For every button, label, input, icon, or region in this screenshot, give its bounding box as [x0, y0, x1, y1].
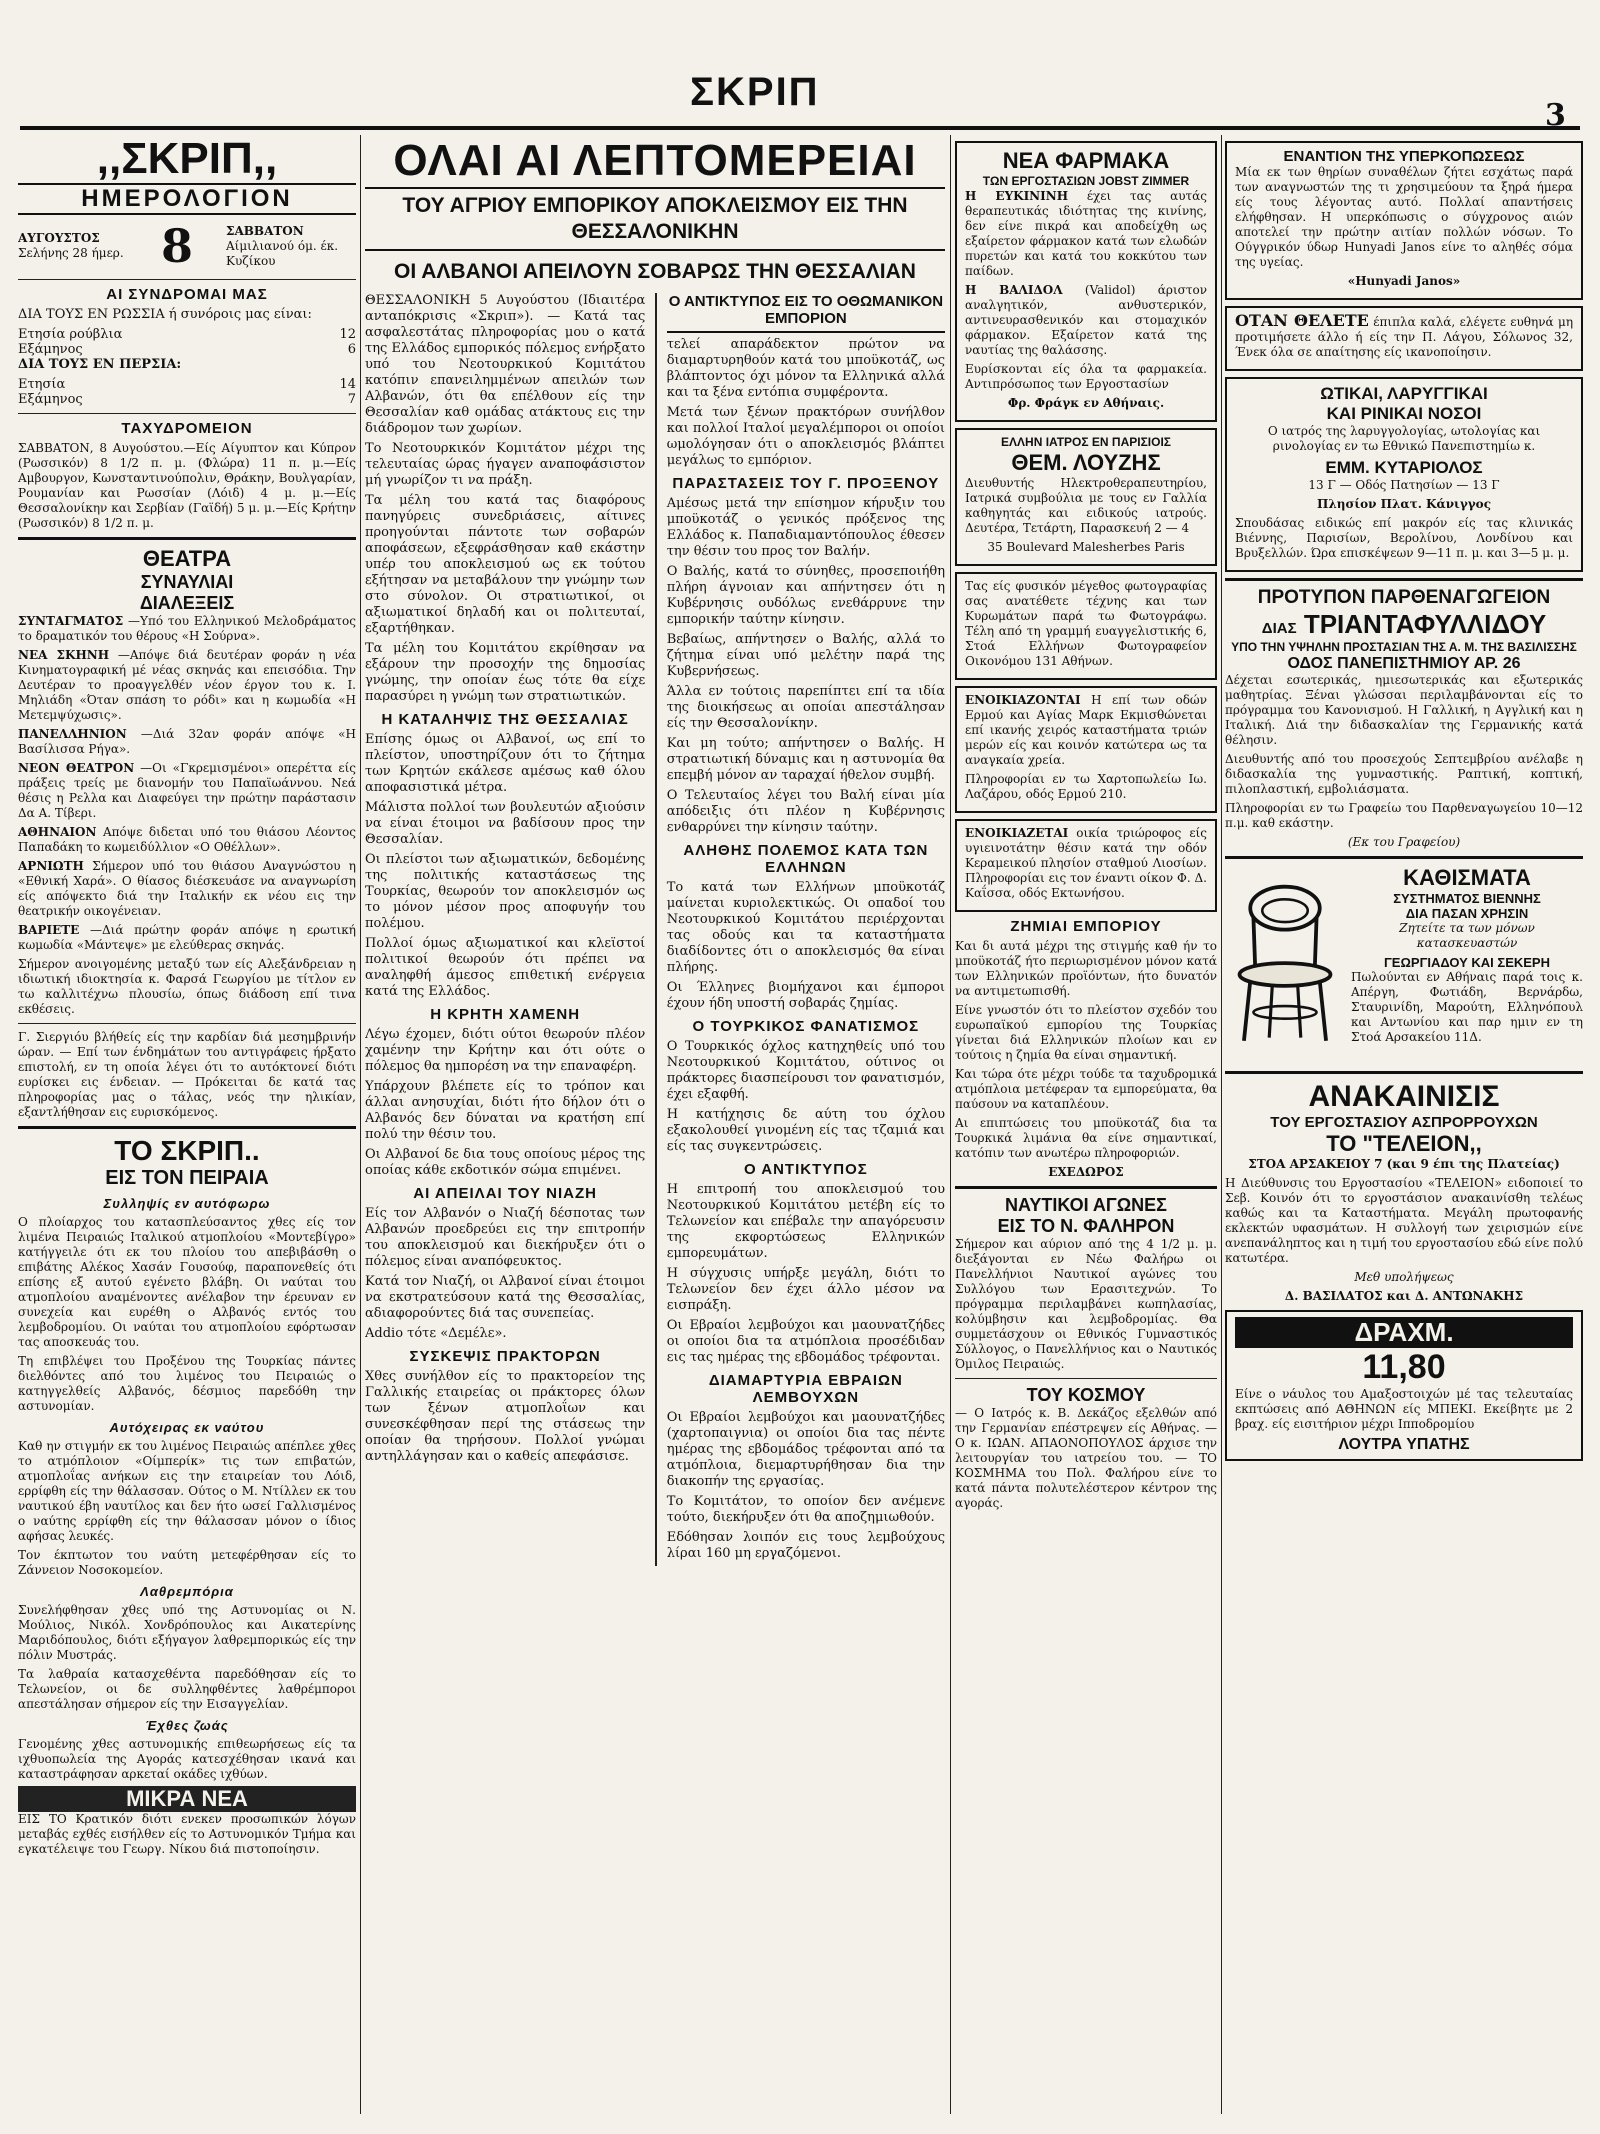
column-calendar	[18, 135, 356, 2114]
text-block: οικία τριώροφος είς υγιεινοτάτην θέσιν κατά την οδόν Κεραμεικού πλησίον σταθμού Λιοσίων. Πληροφορίαι εις τον έναντι οίκον Φ. Δ. Καΐσσα, οδός Εκτωνήσου.	[965, 826, 1207, 900]
main-subheadline: ΤΟΥ ΑΓΡΙΟΥ ΕΜΠΟΡΙΚΟΥ ΑΠΟΚΛΕΙΣΜΟΥ ΕΙΣ ΤΗΝ ΘΕΣΣΑΛΟΝΙΚΗΝ	[365, 187, 945, 251]
text-block: ΔΙΑΜΑΡΤΥΡΙΑ ΕΒΡΑΙΩΝ ΛΕΜΒΟΥΧΩΝ	[708, 1372, 903, 1406]
text-block: έχει τας αυτάς θεραπευτικάς ιδιότητας της κινίνης, δεν είνε πικρά και αποδείχθη ως εξαίρετον φάρμακον κατά των ελωδών πυρετών και κατά του κοκκύτου των παίδων.	[965, 189, 1207, 278]
text-block: ΟΤΑΝ ΘΕΛΕΤΕ	[1235, 311, 1369, 330]
text-block: Addio τότε «Δεμέλε».	[365, 1326, 507, 1341]
subs-row	[18, 327, 356, 342]
text-block: Οι Εβραίοι λεμβούχοι και μαουνατζήδες οι οποίοι δια τα ατμόπλοια προσέδιδαν εις τας ημέρας της εβδομάδος τρέφονται.	[666, 1318, 945, 1365]
column-divider	[360, 135, 361, 2114]
news-subtitle: ΕΙΣ ΤΟ Ν. ΦΑΛΗΡΟΝ	[997, 1216, 1175, 1236]
ad-train-fare	[1225, 1310, 1583, 1461]
text-block: ΠΡΟΤΥΠΟΝ ΠΑΡΘΕΝΑΓΩΓΕΙΟΝ	[1257, 587, 1551, 608]
text-block: ΣΥΣΤΗΜΑΤΟΣ ΒΙΕΝΝΗΣ	[1393, 891, 1541, 906]
text-block: 11,80	[1362, 1348, 1446, 1386]
text-block: τελεί απαράδεκτον πρώτον να διαμαρτυρηθούν κατά του μποϋκοτάζ, ως βλάπτοντος όχι μόνον τα Ελληνικά αλλά και τα ξένα εντόπια συμφέροντα.	[666, 337, 945, 400]
text-block: Συνελήφθησαν χθες υπό της Αστυνομίας οι Ν. Μούλιος, Νικόλ. Χονδρόπουλος και Αικατερίνης Μαριδόπουλος, διότι εξήγαγον λαθρεμπορικώς είς την πόλιν Μυστράς.	[18, 1603, 356, 1662]
text-block: Ευρίσκονται είς όλα τα φαρμακεία. Αντιπρόσωπος των Εργοστασίων	[965, 362, 1207, 391]
text-block: Αμέσως μετά την επίσημον κήρυξιν του μποϋκοτάζ ο γενικός πρόξενος της Ελλάδος κ. Παπαδιαμαντόπουλος έθεσεν την θέσιν του προς τον Βαλήν.	[666, 496, 945, 559]
top-rule	[20, 126, 1580, 130]
divider	[18, 537, 356, 540]
text-block: Ετησία	[18, 377, 66, 392]
text-block: Ο Τελευταίος λέγει του Βαλή είναι μία απόδειξις ότι πλέον η Κυβέρνησις ενθαρρύνει την κίνησιν ταύτην.	[666, 788, 945, 835]
newspaper-title: ΣΚΡΙΠ	[690, 70, 820, 114]
text-block: ΑΡΝΙΩΤΗ	[18, 859, 84, 873]
text-block: Κατά τον Νιαζή, οι Αλβανοί είναι έτοιμοι να εκστρατεύσουν κατά της Θεσσαλίας, αδιαφορούντες διά τας συνεπείας.	[365, 1274, 646, 1321]
theatre-title: ΘΕΑΤΡΑ	[142, 546, 232, 571]
kosmos-title: ΤΟΥ ΚΟΣΜΟΥ	[1026, 1385, 1146, 1405]
text-block: ΕΜΜ. ΚΥΤΑΡΙΟΛΟΣ	[1325, 458, 1483, 477]
text-block: Δ. ΒΑΣΙΛΑΤΟΣ και Δ. ΑΝΤΩΝΑΚΗΣ	[1284, 1289, 1524, 1303]
text-block: Ο ιατρός της λαρυγγολογίας, ωτολογίας και ρινολογίας εν τω Εθνικώ Πανεπιστημίω κ.	[1267, 424, 1541, 453]
divider	[1225, 1071, 1583, 1074]
text-block: —Υπό του Ελληνικού Μελοδράματος το δραματικόν του θέρους «Η Σούρνα».	[18, 614, 356, 643]
column-ads-1	[955, 135, 1217, 2114]
ad-linen-factory	[1225, 1080, 1583, 1304]
text-block: ΒΑΡΙΕΤΕ	[18, 923, 80, 937]
text-block: Γενομένης χθες αστυνομικής επιθεωρήσεως είς τα ιχθυοπωλεία της Αγοράς κατεσχέθησαν ικανά και καταστράφησαν αρκεταί οκάδες ιχθύων.	[18, 1737, 356, 1781]
text-block: Ο Τουρκικός όχλος κατηχηθείς υπό του Νεοτουρκικού Κομιτάτου, ούτινος οι πράκτορες διασπείρουσι τον φανατισμόν, έχει εξαφθή.	[666, 1039, 945, 1102]
text-block: ΕΛΛΗΝ ΙΑΤΡΟΣ ΕΝ ΠΑΡΙΣΙΟΙΣ	[1001, 435, 1171, 449]
text-block: Εδόθησαν λοιπόν εις τους λεμβούχους λίραι 160 μη εργαζόμενοι.	[666, 1530, 945, 1561]
text-block: Οι Εβραίοι λεμβούχοι και μαουνατζήδες (χαρτοπαιγνια) οι οποίοι δια τας πέντε ημέρας της εβδομάδος τρέφονται από τα ατμόπλοια, διεμαρτυρήθησαν δια την διακοπήν της εργασίας.	[666, 1410, 945, 1489]
text-block: Πληροφορίαι εν τω Χαρτοπωλείω Ιω. Λαζάρου, οδός Ερμού 210.	[965, 772, 1207, 801]
text-block: Η σύγχυσις υπήρξε μεγάλη, διότι το Τελωνείον δεν έχει άλλο μέσον να εισπράξη.	[666, 1266, 945, 1313]
column-ads-2	[1225, 135, 1583, 2114]
subscriptions-title: ΑΙ ΣΥΝΔΡΟΜΑΙ ΜΑΣ	[106, 286, 268, 303]
text-block: Οι Έλληνες βιομήχανοι και έμποροι έχουν ήδη υποστή σοβαράς ζημίας.	[666, 980, 945, 1011]
text-block: Το Νεοτουρκικόν Κομιτάτον μέχρι της τελευταίας ώρας ήγαγεν αναποφάσιστον μή γνωρίζον τι να πράξη.	[365, 441, 646, 488]
divider	[1225, 856, 1583, 859]
ad-vienna-chairs	[1225, 865, 1583, 1065]
text-block: ΛΟΥΤΡΑ ΥΠΑΤΗΣ	[1338, 1436, 1470, 1453]
text-block: Η Διεύθυνσις του Εργοστασίου «ΤΕΛΕΙΟΝ» ειδοποιεί το Σεβ. Κοινόν ότι το εργοστάσιον ανακαινίσθη τελέως καθώς και τα Καταστήματα. Μεγάλη πρωτοφανής εκλεκτών υφασμάτων. Η συλλογή των χειρισμών είνε ανεπανάληπτος και η τιμή του εργοστασίου εδώ είνε πολύ κατωτέρα.	[1225, 1176, 1583, 1265]
text-block: ΔΙΑΣ	[1261, 620, 1297, 637]
text-block: Έχθες ζωάς	[145, 1718, 229, 1733]
text-block: —Διά πρώτην φοράν απόψε η ερωτική κωμωδία «Μάντεψε» με ελεύθερας σκηνάς.	[18, 923, 356, 952]
date-block	[18, 219, 356, 273]
text-block: ΟΔΟΣ ΠΑΝΕΠΙΣΤΗΜΙΟΥ ΑΡ. 26	[1287, 655, 1521, 672]
ad-furniture	[1225, 306, 1583, 371]
lectures-title: ΔΙΑΛΕΞΕΙΣ	[139, 593, 235, 613]
text-block: ΩΤΙΚΑΙ, ΛΑΡΥΓΓΙΚΑΙ	[1320, 384, 1488, 403]
text-block: Εξάμηνος	[18, 342, 83, 357]
text-block: Συλληψίς εν αυτόφωρω	[103, 1196, 271, 1211]
ad-rent-1	[955, 686, 1217, 813]
text-block: ΝΕΑ ΦΑΡΜΑΚΑ	[1002, 148, 1170, 173]
text-block: ΕΝΑΝΤΙΟΝ ΤΗΣ ΥΠΕΡΚΟΠΩΣΕΩΣ	[1283, 148, 1525, 165]
text-block: Άλλα εν τούτοις παρεπίπτει επί τα ιδία της διοικήσεως αι οποίαι απεστάλησαν είς την Θεσσαλονίκην.	[666, 684, 945, 731]
text-block: 12	[339, 327, 356, 342]
text-block: Υπάρχουν βλέπετε είς το τρόπον και άλλαι ανησυχίαι, διότι ήτο δήλον ότι ο Αλβανός δεν δύναται να κρατήση επί πολύ την θέσιν του.	[365, 1079, 646, 1142]
chair-illustration	[1225, 865, 1345, 1065]
page-number: 3	[1545, 98, 1566, 133]
text-block: ΑΙ ΑΠΕΙΛΑΙ ΤΟΥ ΝΙΑΖΗ	[413, 1185, 597, 1202]
text-block: ΥΠΟ ΤΗΝ ΥΨΗΛΗΝ ΠΡΟΣΤΑΣΙΑΝ ΤΗΣ Α. Μ. ΤΗΣ ΒΑΣΙΛΙΣΣΗΣ	[1231, 640, 1577, 654]
text-block: Η επί των οδών Ερμού και Αγίας Μαρκ Εκμισθώνεται επί ικανής χειρός καταστήματα τριών μερών είς και κοινόν κατώτερα ως τα αναγκαία χρεία.	[965, 693, 1207, 767]
mikra-title: ΜΙΚΡΑ ΝΕΑ	[18, 1786, 356, 1812]
text-block: Η ΕΥΚΙΝΙΝΗ	[965, 189, 1069, 203]
text-block: ΔΙΑ ΠΑΣΑΝ ΧΡΗΣΙΝ	[1405, 906, 1529, 921]
text-block: 35 Boulevard Malesherbes Paris	[987, 540, 1185, 554]
text-block: Το Κομιτάτον, το οποίον δεν ανέμενε τούτο, διεκήρυξεν ότι θα αποζημιωθούν.	[666, 1494, 945, 1525]
main-headline-3: ΟΙ ΑΛΒΑΝΟΙ ΑΠΕΙΛΟΥΝ ΣΟΒΑΡΩΣ ΤΗΝ ΘΕΣΣΑΛΙΑΝ	[394, 260, 916, 283]
text-block: 14	[339, 377, 356, 392]
text-block: ΓΕΩΡΓΙΑΔΟΥ ΚΑΙ ΣΕΚΕΡΗ	[1383, 955, 1550, 970]
divider	[18, 1023, 356, 1024]
misc-text: Σήμερον ανοιγομένης μεταξύ των είς Αλεξάνδρειαν η ιδιωτική ιδιοκτησία κ. Φαρσά Γεωργίου με τίτλον εν τω καλλιτέχνω πλουσίω, όπως διάδοση επί τινα εκθέσεις.	[18, 957, 356, 1016]
text-block: Και δι αυτά μέχρι της στιγμής καθ ήν το μποϋκοτάζ ήτο περιωρισμένον μόνον κατά των Ελληνικών προϊόντων, ήτο δυνατόν να αντιμετωπισθή.	[955, 939, 1217, 998]
ad-new-medicines	[955, 141, 1217, 422]
text-block: ΔΡΑΧΜ.	[1235, 1317, 1573, 1348]
text-block: Αυτόχειρας εκ ναύτου	[109, 1420, 265, 1435]
text-block: ΕΝΟΙΚΙΑΖΕΤΑΙ	[965, 826, 1069, 840]
text-block: Χθες συνήλθον είς το πρακτορείον της Γαλλικής εταιρείας οι πράκτορες όλων των ξένων ατμοπλοΐων και συνεσκέφθησαν περί της στάσεως την οποίαν θα τηρήσουν. Πολλοί γνώμαι αντηλλάγησαν και ο καθείς απεφάσισε.	[365, 1369, 646, 1464]
text-block: Πληροφορίαι εν τω Γραφείω του Παρθεναγωγείου 10—12 π.μ. καθ εκάστην.	[1225, 801, 1583, 830]
subscriptions-russia: ΔΙΑ ΤΟΥΣ ΕΝ ΡΩΣΣΙΑ ή συνόροις μας είναι:	[18, 307, 312, 322]
text-block: ΤΩΝ ΕΡΓΟΣΤΑΣΙΩΝ JOBST ZIMMER	[982, 174, 1190, 188]
text-block: ΘΕΣΣΑΛΟΝΙΚΗ 5 Αυγούστου (Ιδιαιτέρα ανταπόκρισις «Σκριπ»). — Κατά τας ασφαλεστάτας πληροφορίας μου ο κατά της Ελλάδος εμπορικός πόλεμος ενήρξατο υπό του Νεοτουρκικού Κομιτάτου κατόπιν επανειλημμένων απειλών των Αλβανών, ότι θα επέλθουν είς την Θεσσαλίαν καθ ομάδας ατάκτους εις την διάδρομον των χωρίων.	[365, 293, 646, 436]
text-block: Σήμερον υπό του θιάσου Αναγνώστου η «Εθνική Χαρά». Ο θίασος διέσκευάσε να αναγνωρίση είς απόψεκτο διά την Ιταλικήν εκ νέου εις την θεατρικήν οικογένειαν.	[18, 859, 356, 918]
text-block: —Απόψε διά δευτέραν φοράν η νέα Κινηματογραφική μέ νέας σκηνάς και επεισόδια. Την Δευτέραν το προαγγελθέν νέον έργον του κ. Ι. Μηλιάδη «Όταν σπάση το ρόδι» και η κωμωδία «Η Μετεμψύχωσις».	[18, 648, 356, 722]
date-weekday: ΣΑΒΒΑΤΟΝ	[225, 223, 304, 238]
text-block: Οι πλείστοι των αξιωματικών, δεδομένης της πολιτικής καταστάσεως της Τουρκίας, θεωρούν τον αποκλεισμόν ως το μόνον μέσον προς αποφυγήν του πολέμου.	[365, 852, 646, 931]
text-block: ΘΕΜ. ΛΟΥΖΗΣ	[1011, 450, 1161, 475]
text-block: Ο πλοίαρχος του κατασπλεύσαντος χθες είς τον λιμένα Πειραιώς Ιταλικού ατμοπλοίου «Μοντεβίγρο» κατήγγειλε ότι εκ του πλοίου του απεβιβάσθη ο επιβάτης Αλέκος Χασάν Γουσούφ, παραπονεθείς ότι επίσης εξ αυτού εγένετο βλάβη. Οι ναύται του ατμοπλοίου αναμένοντες ανέλαβον την έρευναν εν συνεχεία και ευρέθη ο Αλβανός εντός του λεμβοδρομίου. Οι ναύται του ατμοπλοίου εφόρτωσαν τας αποσκευάς του.	[18, 1215, 356, 1349]
text-block: ΚΑΘΙΣΜΑΤΑ	[1403, 865, 1531, 890]
text-block: 7	[347, 392, 356, 407]
text-block: Εξάμηνος	[18, 392, 83, 407]
post-text: ΣΑΒΒΑΤΟΝ, 8 Αυγούστου.—Είς Αίγυπτον και Κύπρον (Ρωσσικόν) 8 1/2 π. μ. (Φλώρα) 11 π. μ.—Είς Αμβουργον, Κωνσταντινούπολιν, Θράκην, Βουλγαρίαν, Ρουμανίαν και Ρωσσίαν (Λόιδ) 4 μ. μ.—Είς Θεσσαλονίκην και Σερβίαν (Γαϊδή) 5 μ. μ.—Είς Κρήτην (Ρωσσικόν) 8 1/2 π. μ.	[18, 441, 356, 530]
divider	[18, 1126, 356, 1129]
text-block: ΠΑΝΕΛΛΗΝΙΟΝ	[18, 727, 127, 741]
text-block: Ο ΤΟΥΡΚΙΚΟΣ ΦΑΝΑΤΙΣΜΟΣ	[692, 1018, 920, 1035]
calendar-title: ,,ΣΚΡΙΠ,,	[96, 135, 278, 183]
text-block: Τας είς φυσικόν μέγεθος φωτογραφίας σας ανατέθετε τέχνης και των Κυρωμάτων παρά τω Φωτογράφω. Τέλη από τη γραμμή ευαγγελιστικής 6, Στοά Ελλήνων Φωτογραφείον Οικονόμου 131 Αθήνων.	[965, 579, 1207, 668]
subs-row	[18, 392, 356, 407]
text-block: Και τώρα ότε μέχρι τούδε τα ταχυδρομικά ατμόπλοια μετέφεραν τα εμπορεύματα, θα παύσουν να καταπλέουν.	[955, 1067, 1217, 1111]
column-divider	[950, 135, 951, 2114]
ad-rent-2	[955, 819, 1217, 912]
text-block: Μία εκ των θηρίων συναθέλων ζήτει εσχάτως παρά των αναγνωστών της τι χρησιμεύουν τα ξηρά ήμερα είς τους λέγοντας αυτό. Πολλαί απαντήσεις ελήφθησαν. Η υπερκόπωσις ο σύγχρονος αιών αποτελεί την πρώτην αιτίαν πολλών νόσων. Το Ούγγρικόν ύδωρ Hunyadi Janos είνε το αληθές σόμα της υγείας.	[1235, 165, 1573, 269]
text-block: Σπουδάσας ειδικώς επί μακρόν είς τας κλινικάς Βιέννης, Παρισίων, Βερολίνου, Λονδίνου και Βρυξελλών. Ώρα επισκέψεων 9—11 π. μ. και 3—5 μ. μ.	[1235, 516, 1573, 560]
text-block: Τα λαθραία κατασχεθέντα παρεδόθησαν είς το Τελωνείον, οι δε συλληφθέντες λαθρέμποροι απεστάλησαν σήμερον είς την Εισαγγελίαν.	[18, 1667, 356, 1711]
text-block: (Εκ του Γραφείου)	[1347, 835, 1461, 849]
text-block: Η επιτροπή του αποκλεισμού του Νεοτουρκικού Κομιτάτου μετέβη είς το Τελωνείον και επέβαλε την απαγόρευσιν της εκφορτώσεως Ελληνικών εμπορευμάτων.	[666, 1182, 945, 1261]
divider	[18, 413, 356, 414]
text-block: Ετησία ρούβλια	[18, 327, 123, 342]
text-block: Τον έκπτωτον του ναύτη μετεφέρθησαν είς το Ζάννειον Νοσοκομείον.	[18, 1548, 356, 1577]
ad-overwork	[1225, 141, 1583, 300]
text-block: ΕΧΕΔΩΡΟΣ	[1048, 1165, 1124, 1179]
divider	[955, 1186, 1217, 1189]
post-title: ΤΑΧΥΔΡΟΜΕΙΟΝ	[121, 420, 253, 437]
text-block: ΖΗΜΙΑΙ ΕΜΠΟΡΙΟΥ	[1010, 918, 1162, 935]
text-block: —Οι «Γκρεμισμένοι» οπερέττα είς πράξεις τρείς με διανομήν του Παπαϊωάννου. Νεά θέσις η Ρελλα και Διαφεύγει την πρώτην παράστασιν Δα Α. Τίβερι.	[18, 761, 356, 820]
text-block: Αι επιπτώσεις του μποϋκοτάζ δια τα Τουρκικά λιμάνια θα είνε σημαντικαί, κατόπιν των ανωτέρω πληροφοριών.	[955, 1116, 1217, 1160]
ad-doctor	[955, 428, 1217, 566]
section-ottoman-trade: Ο ΑΝΤΙΚΤΥΠΟΣ ΕΙΣ ΤΟ ΟΘΩΜΑΝΙΚΟΝ ΕΜΠΟΡΙΟΝ	[667, 293, 945, 333]
text-block: Είνε ο νάυλος του Αμαξοστοιχών μέ τας τελευταίας εκπτώσεις από ΑΘΗΝΩΝ είς ΜΠΕΚΙ. Εκείβητε με 2 βραχ. είς εισιτήριον μέχρι Ιπποδρομίου	[1235, 1387, 1573, 1431]
text-block: ΤΟΥ ΕΡΓΟΣΤΑΣΙΟΥ ΑΣΠΡΟΡΡΟΥΧΩΝ	[1270, 1114, 1538, 1131]
main-headline: ΟΛΑΙ ΑΙ ΛΕΠΤΟΜΕΡΕΙΑΙ	[393, 136, 917, 185]
date-month: ΑΥΓΟΥΣΤΟΣ	[18, 231, 100, 245]
text-block: 13 Γ — Οδός Πατησίων — 13 Γ	[1308, 478, 1500, 492]
divider	[1225, 578, 1583, 581]
text-block: Απόψε διδεται υπό του θιάσου Λέοντος Παπαδάκη το κωμειδύλλιον «Ο Οθέλλων».	[18, 825, 356, 854]
text-block: Τα μέλη του Κομιτάτου εκρίθησαν να εξάρουν την προσοχήν της δημοσίας γνώμης, την οποίαν έως τότε θα είχε παρασύρει η γνώμη των στρατιωτικών.	[365, 641, 646, 704]
text-block: ΑΛΗΘΗΣ ΠΟΛΕΜΟΣ ΚΑΤΑ ΤΩΝ ΕΛΛΗΝΩΝ	[683, 842, 929, 876]
text-block: ΠΑΡΑΣΤΑΣΕΙΣ ΤΟΥ Γ. ΠΡΟΞΕΝΟΥ	[672, 475, 940, 492]
text-block: Μετά των ξένων πρακτόρων συνήλθον και πολλοί Ιταλοί μεγαλέμποροι οι οποίοι ωμολόγησαν ότι ο αποκλεισμός βλάπτει μεγάλως το εμπόριον.	[666, 405, 945, 468]
text-block: Λέγω έχομεν, διότι ούτοι θεωρούν πλέον χαμένην την Κρήτην και ότι ούτε ο πόλεμος θα ημπορέση να την επαναφέρη.	[365, 1027, 646, 1074]
text-block: Είς τον Αλβανόν ο Νιαζή δέσποτας των Αλβανών προεδρεύει εις την επιτροπήν του αποκλεισμού και διεκήρυξεν ότι ο πόλεμος είναι αναπόφευκτος.	[365, 1206, 646, 1269]
text-block: Επίσης όμως οι Αλβανοί, ως επί το πλείστον, υποστηρίζουν ότι το ζήτημα των Κρητών εκάλεσε αμέσως καθ όλου αποφασιστικά μέτρα.	[365, 732, 646, 795]
text-block: Ζητείτε τα των μόνων κατασκευαστών	[1399, 921, 1535, 950]
text-block: Η κατήχησις δε αύτη του όχλου εξακολουθεί γινομένη είς τας τζαμιά και είς τας συγκεντρώσεις.	[666, 1107, 945, 1154]
divider	[18, 279, 356, 280]
text-block: — Ο Ιατρός κ. Β. Δεκάζος εξελθών από την Γερμανίαν επέστρεψεν είς Αθήνας. — Ο κ. ΙΩΑΝ. ΑΠΑΟΝΟΠΟΥΛΟΣ άρχισε την λειτουργίαν του ιατρείου του. — ΤΟ ΚΟΣΜΗΜΑ του Πολ. Φαλήρου είνε το κατά πάντα πολυτελέστερον κέντρον της αγοράς.	[955, 1406, 1217, 1510]
text-block: —Διά 32αν φοράν απόψε «Η Βασίλισσα Ρήγα».	[18, 727, 356, 756]
text-block: Σήμερον και αύριον από της 4 1/2 μ. μ. διεξάγονται εν Νέω Φαλήρω οι Πανελλήνιοι Ναυτικοί αγώνες του Συλλόγου των Ερασιτεχνών. Το πρόγραμμα περιλαμβάνει κωπηλασίας, κολύμβησιν και λεμβοδρομίας. Θα συμμετάσχουν οι Εθνικός Γυμναστικός Σύλλογος, ο Πανελλήνιος και ο Ναυτικός Όμιλος Πειραιώς.	[955, 1237, 1217, 1371]
column-divider	[1221, 135, 1222, 2114]
news-title: ΝΑΥΤΙΚΟΙ ΑΓΩΝΕΣ	[1005, 1195, 1167, 1215]
text-block: Πολλοί όμως αξιωματικοί και κλεϊστοί πολιτικοί θεωρούν ότι πρέπει να αναληφθή άμεσος επιθετική ενέργεια κατά της Ελλάδος.	[365, 936, 646, 999]
text-block: ΚΑΙ ΡΙΝΙΚΑΙ ΝΟΣΟΙ	[1326, 404, 1482, 423]
text-block: Το κατά των Ελλήνων μποϋκοτάζ μαίνεται κυριολεκτικώς. Οι οπαδοί του Νεοτουρκικού Κομιτάτου περιέρχονται τας οδούς και τα καταστήματα διαδίδοντες ότι ο αποκλεισμός θα είναι πλήρης.	[666, 880, 945, 975]
text-block: Τη επιβλέψει του Προξένου της Τουρκίας πάντες διελθόντες από του λιμένος του Πειραιώς ο κατηγγελθείς Αλβανός, δέσμιος παρεδόθη την αστυνομίαν.	[18, 1354, 356, 1413]
text-block: Φρ. Φράγκ εν Αθήναις.	[1007, 396, 1165, 410]
text-block: Λαθρεμπόρια	[140, 1584, 234, 1599]
text-block: ΣΤΟΑ ΑΡΣΑΚΕΙΟΥ 7 (και 9 έπι της Πλατείας)	[1248, 1157, 1560, 1171]
text-block: ΑΘΗΝΑΙΟΝ	[18, 825, 97, 839]
text-block: ΣΥΝΤΑΓΜΑΤΟΣ	[18, 614, 124, 628]
text-block: Ο ΑΝΤΙΚΤΥΠΟΣ	[743, 1161, 868, 1178]
text-block: Τα μέλη του κατά τας διαφόρους πανηγύρεις συνεδριάσεις, αίτινες προηγούνται πάντοτε των σοβαρών αποφάσεων, εξεφράσθησαν καθ εκάστην υπέρ του αποκλεισμού ως εκ τούτου εξήτησαν να μεταβάλουν την γνώμην των στο σύνολον. Οι στρατιωτικοί, οι αξιωματικοί δηλαδή και οι πολιτευταί, εξαρτήθηκαν.	[365, 493, 646, 636]
date-left-note: Σελήνης 28 ήμερ.	[18, 246, 124, 260]
text-block: ΕΝΟΙΚΙΑΖΟΝΤΑΙ	[965, 693, 1081, 707]
ad-girls-school	[1225, 587, 1583, 850]
text-block: Διευθυντής Ηλεκτροθεραπευτηρίου, Ιατρικά συμβούλια με τους εν Γαλλία καθηγητάς και ειδικούς ιατρούς. Δευτέρα, Τετάρτη, Παρασκευή 2 — 4	[965, 476, 1207, 535]
ad-photographer	[955, 572, 1217, 680]
piraeus-subtitle: ΕΙΣ ΤΟΝ ΠΕΙΡΑΙΑ	[105, 1167, 269, 1189]
subs-row	[18, 377, 356, 392]
text-block: Βεβαίως, απήντησεν ο Βαλής, αλλά το ζήτημα είναι υπό μελέτην παρά της Κυβερνήσεως.	[666, 632, 945, 679]
subscriptions-persia: ΔΙΑ ΤΟΥΣ ΕΝ ΠΕΡΣΙΑ:	[18, 357, 182, 372]
calendar-subtitle: ΗΜΕΡΟΛΟΓΙΟΝ	[18, 183, 356, 215]
text-block: 6	[347, 342, 356, 357]
text-block: Πλησίον Πλατ. Κάνιγγος	[1317, 497, 1491, 511]
masthead	[0, 0, 1600, 133]
text-block: Ο Βαλής, κατά το σύνηθες, προσεποιήθη πλήρη άγνοιαν και απήντησεν ότι η Κυβέρνησις ουδόλως ενεθάρρυνε την εμπορικήν ταύτην κίνησιν.	[666, 564, 945, 627]
text-block: Η ΒΑΛΙΔΟΛ	[965, 283, 1063, 297]
text-block: ΣΥΣΚΕΨΙΣ ΠΡΑΚΤΟΡΩΝ	[409, 1348, 601, 1365]
text-block: έπιπλα καλά, ελέγετε ευθηνά μη προτιμήσετε άλλο ή είς την Π. Λάγου, Σόλωνος 32, Ένεκ όλα σε απαίτησης είς ικανοποίησιν.	[1235, 315, 1574, 359]
text-block: Η ΚΑΤΑΛΗΨΙΣ ΤΗΣ ΘΕΣΣΑΛΙΑΣ	[381, 711, 629, 728]
text-block: ΕΙΣ ΤΟ Κρατικόν διότι ενεκεν προσωπικών λόγων μεταβάς εχθές εισήλθεν είς το Αστυνομικόν Τμήμα και εγκατέλειψε του Γεωργ. Νίκου διά πιστοποίησιν.	[18, 1812, 356, 1856]
text-block: Οι Αλβανοί δε δια τους οποίους μέρος της οποίας κάθε εκδοτικόν σώμα επιμένει.	[365, 1147, 646, 1178]
ad-ent-doctor	[1225, 377, 1583, 572]
date-right-note: Αίμιλιανού όμ. έκ. Κυζίκου	[225, 238, 339, 268]
text-block: ΑΝΑΚΑΙΝΙΣΙΣ	[1308, 1080, 1500, 1113]
text-block: Καθ ην στιγμήν εκ του λιμένος Πειραιώς απέπλεε χθες το ατμόπλοιον «Οίμπερίκ» τις των επιβατών, ατμοπλοΐας ανήκων εις την εταιρείαν του Λόιδ, ερρίφθη είς την θάλασσαν. Ούτος ο Μ. Ντίλλεν εκ του ναυτικού έβη ναυτίλος και δεν ήτο ωσεί Γαλλισμένος ο ναύτης ερρίφθη είς την θάλασσαν μόνον ο ίδιος αφήσας λευκές.	[18, 1439, 356, 1543]
text-block: ΝΕΑ ΣΚΗΝΗ	[18, 648, 110, 662]
text-block: Διευθυντής από του προσεχούς Σεπτεμβρίου ανέλαβε η διδασκαλία της γυμναστικής. Ραπτική, κοπτική, πιλοπλαστική, εμβολιάσματα.	[1225, 752, 1583, 796]
meetings-title: ΣΥΝΑΥΛΙΑΙ	[140, 572, 234, 592]
text-block: Είνε γνωστόν ότι το πλείστον σχεδόν του ευρωπαϊκού εμπορίου της Τουρκίας γίνεται διά Ελληνικών πλοίων και εν τούτοις η ζημία θα είναι σημαντική.	[955, 1003, 1217, 1062]
divider	[955, 1378, 1217, 1379]
text-block: ΝΕΟΝ ΘΕΑΤΡΟΝ	[18, 761, 135, 775]
note-text: Γ. Σιεργιόυ βλήθείς είς την καρδίαν διά μεσημβρινήν ώραν. — Επί των ένδημάτων του αντιγράφεις ήρξατο επιστολή, εν τη οποία λέγει ότι το αυτόκτονεί διότι ευρίσκει εις ένδειαν. — Πρόκειται δε κατά τας πληροφορίας μας ο τάλας, νεός την ηλικίαν, εξαντλήθησαν εις ευρισκόμενος.	[18, 1030, 356, 1119]
text-block: Δέχεται εσωτερικάς, ημιεσωτερικάς και εξωτερικάς μαθητρίας. Ξέναι γλώσσαι περιλαμβάνονται είς το πρόγραμμα του Κανονισμού. Η Γαλλική, η Αγγλική και η Ιταλική. Διά την διδασκαλίαν της Γερμανικής κατά θέλησιν.	[1225, 673, 1583, 747]
column-main-story	[365, 135, 945, 2114]
text-block: ΤΡΙΑΝΤΑΦΥΛΛΙΔΟΥ	[1303, 609, 1547, 639]
text-block: Και μη τούτο; απήντησεν ο Βαλής. Η στρατιωτική δύναμις και η αστυνομία θα επεμβή μόνον αν ταραχαί ήθελον συμβή.	[666, 736, 945, 783]
text-block: «Hunyadi Janos»	[1347, 274, 1461, 288]
piraeus-title: ΤΟ ΣΚΡΙΠ..	[114, 1135, 260, 1166]
date-day: 8	[160, 219, 193, 273]
text-block: ΤΟ "ΤΕΛΕΙΟΝ,,	[1326, 1131, 1482, 1156]
text-block: (Validol) άριστον αναλγητικόν, ανθυστερικόν, αντινευρασθενικόν και στομαχικόν φάρμακον. Εξαίρετον κατά της ναυτίας της θαλάσσης.	[965, 283, 1207, 357]
text-block: Μεθ υπολήψεως	[1354, 1270, 1454, 1284]
subs-row	[18, 342, 356, 357]
text-block: Μάλιστα πολλοί των βουλευτών αξιούσιν να είναι έτοιμοι να βαδίσουν προς την Θεσσαλίαν.	[365, 800, 646, 847]
text-block: Πωλούνται εν Αθήναις παρά τοις κ. Απέργη, Φωτιάδη, Βερνάρδω, Σταυρινίδη, Μαρούτη, Ελληνόπουλ και Αντωνίου και παρ ημιν εν τη Στοά Αρσακείου 11Δ.	[1351, 970, 1583, 1044]
text-block: Η ΚΡΗΤΗ ΧΑΜΕΝΗ	[430, 1006, 581, 1023]
